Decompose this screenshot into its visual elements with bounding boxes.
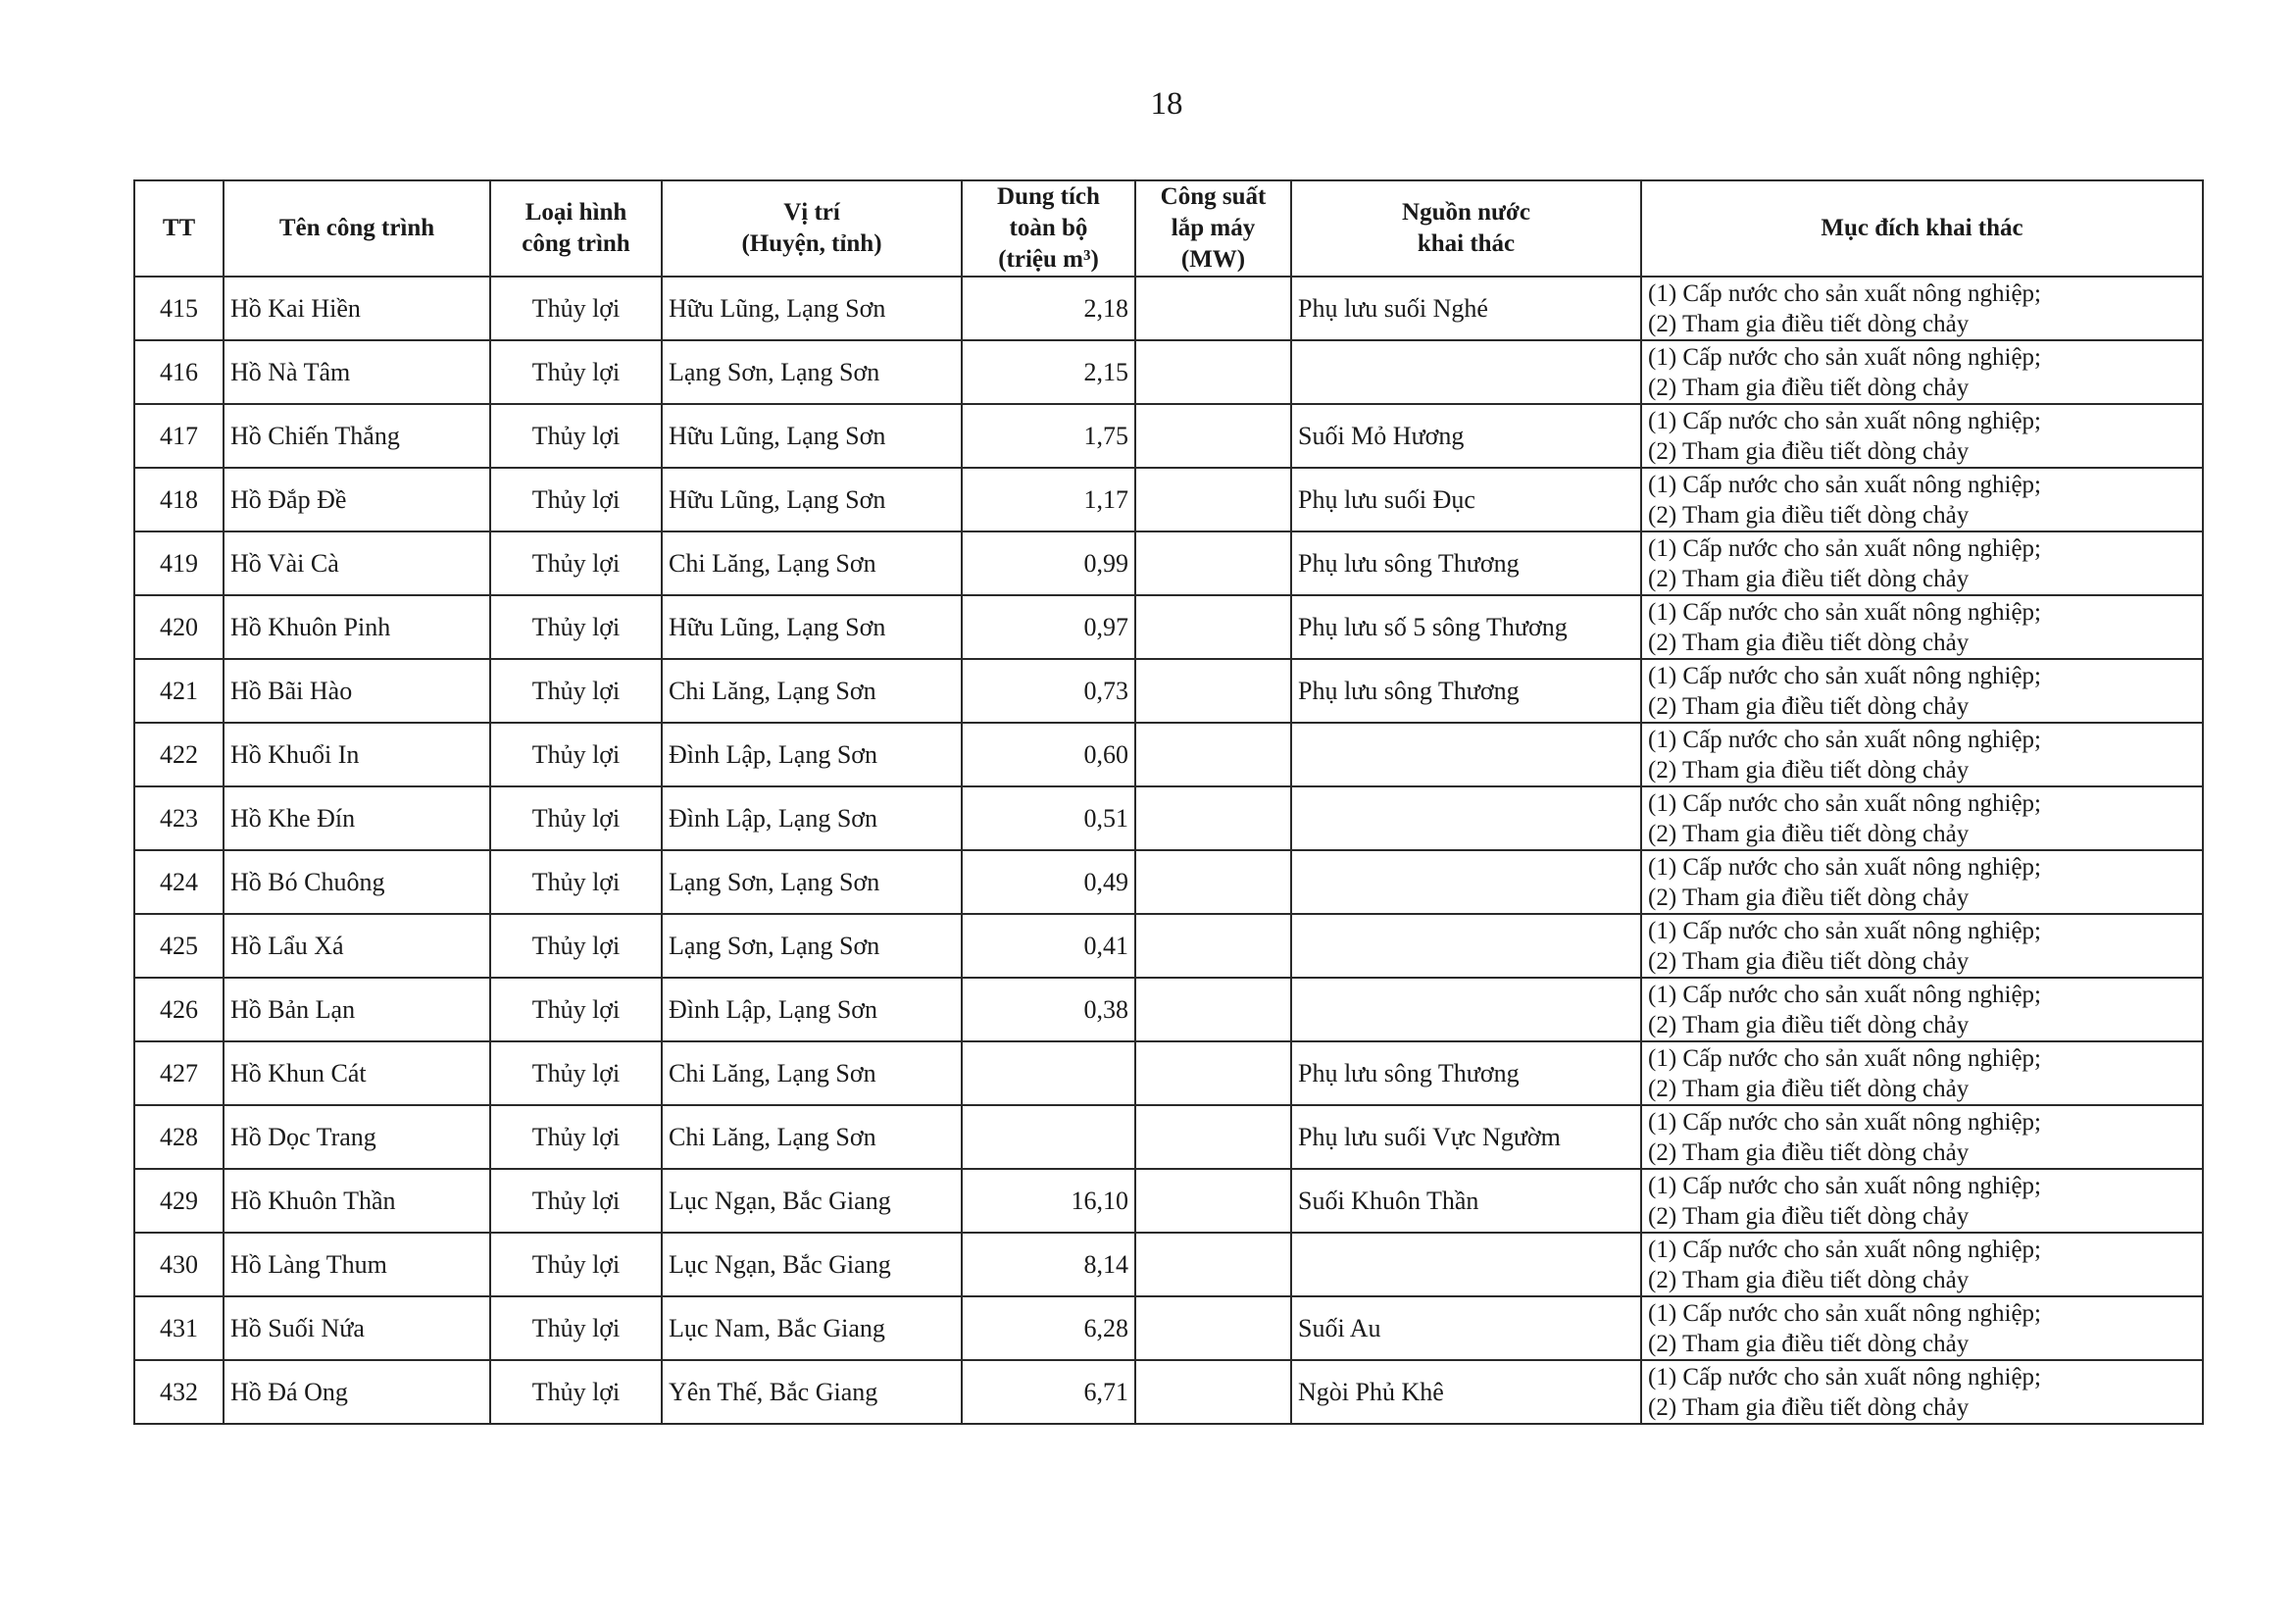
cell-power <box>1135 531 1291 595</box>
cell-location: Đình Lập, Lạng Sơn <box>662 786 962 850</box>
cell-source <box>1291 850 1641 914</box>
cell-name: Hồ Bản Lạn <box>224 978 490 1041</box>
cell-name: Hồ Suối Nứa <box>224 1296 490 1360</box>
purpose-line: (1) Cấp nước cho sản xuất nông nghiệp; <box>1648 471 2041 498</box>
cell-name: Hồ Khuổi In <box>224 723 490 786</box>
purpose-line: (1) Cấp nước cho sản xuất nông nghiệp; <box>1648 1299 2041 1327</box>
cell-purpose <box>1641 786 2203 850</box>
cell-purpose <box>1641 595 2203 659</box>
table-row <box>134 723 2203 786</box>
cell-purpose <box>1641 723 2203 786</box>
cell-source: Phụ lưu số 5 sông Thương <box>1291 595 1641 659</box>
purpose-line: (2) Tham gia điều tiết dòng chảy <box>1648 565 1970 592</box>
table-row <box>134 850 2203 914</box>
cell-purpose <box>1641 1296 2203 1360</box>
table-row <box>134 1041 2203 1105</box>
cell-name: Hồ Chiến Thắng <box>224 404 490 468</box>
cell-source: Phụ lưu sông Thương <box>1291 531 1641 595</box>
cell-type: Thủy lợi <box>490 340 662 404</box>
header-capacity <box>962 180 1135 277</box>
purpose-line: (1) Cấp nước cho sản xuất nông nghiệp; <box>1648 1108 2041 1136</box>
cell-name: Hồ Đắp Đề <box>224 468 490 531</box>
purpose-line: (1) Cấp nước cho sản xuất nông nghiệp; <box>1648 853 2041 881</box>
table-body <box>134 277 2203 1424</box>
header-location-line: Vị trí <box>783 199 840 226</box>
cell-tt: 424 <box>134 850 224 914</box>
cell-capacity: 0,38 <box>962 978 1135 1041</box>
purpose-line: (2) Tham gia điều tiết dòng chảy <box>1648 820 1970 847</box>
purpose-line: (1) Cấp nước cho sản xuất nông nghiệp; <box>1648 662 2041 689</box>
header-location <box>662 180 962 277</box>
header-power-line: lắp máy <box>1171 215 1256 241</box>
purpose-line: (2) Tham gia điều tiết dòng chảy <box>1648 437 1970 465</box>
header-capacity-line: toàn bộ <box>1009 215 1088 241</box>
cell-purpose <box>1641 531 2203 595</box>
cell-location: Chi Lăng, Lạng Sơn <box>662 1041 962 1105</box>
cell-name: Hồ Bãi Hào <box>224 659 490 723</box>
purpose-line: (2) Tham gia điều tiết dòng chảy <box>1648 310 1970 337</box>
cell-name: Hồ Nà Tâm <box>224 340 490 404</box>
cell-power <box>1135 1296 1291 1360</box>
cell-tt: 428 <box>134 1105 224 1169</box>
cell-source: Phụ lưu sông Thương <box>1291 1041 1641 1105</box>
cell-type: Thủy lợi <box>490 1169 662 1233</box>
table-row <box>134 404 2203 468</box>
purpose-line: (2) Tham gia điều tiết dòng chảy <box>1648 884 1970 911</box>
cell-tt: 427 <box>134 1041 224 1105</box>
cell-source: Ngòi Phủ Khê <box>1291 1360 1641 1424</box>
cell-power <box>1135 1169 1291 1233</box>
cell-location: Lạng Sơn, Lạng Sơn <box>662 340 962 404</box>
cell-purpose <box>1641 1105 2203 1169</box>
table-row <box>134 277 2203 340</box>
table-row <box>134 595 2203 659</box>
purpose-line: (2) Tham gia điều tiết dòng chảy <box>1648 374 1970 401</box>
cell-capacity: 2,18 <box>962 277 1135 340</box>
purpose-line: (2) Tham gia điều tiết dòng chảy <box>1648 692 1970 720</box>
table-row <box>134 786 2203 850</box>
cell-power <box>1135 659 1291 723</box>
cell-power <box>1135 786 1291 850</box>
cell-name: Hồ Lẩu Xá <box>224 914 490 978</box>
table-header <box>134 180 2203 277</box>
cell-capacity <box>962 1105 1135 1169</box>
header-tt: TT <box>134 180 224 277</box>
cell-type: Thủy lợi <box>490 1296 662 1360</box>
cell-tt: 421 <box>134 659 224 723</box>
purpose-line: (1) Cấp nước cho sản xuất nông nghiệp; <box>1648 279 2041 307</box>
cell-capacity: 2,15 <box>962 340 1135 404</box>
purpose-line: (2) Tham gia điều tiết dòng chảy <box>1648 1393 1970 1421</box>
cell-name: Hồ Khuôn Pinh <box>224 595 490 659</box>
cell-location: Yên Thế, Bắc Giang <box>662 1360 962 1424</box>
cell-tt: 425 <box>134 914 224 978</box>
cell-tt: 419 <box>134 531 224 595</box>
cell-location: Hữu Lũng, Lạng Sơn <box>662 595 962 659</box>
cell-capacity: 0,49 <box>962 850 1135 914</box>
cell-name: Hồ Làng Thum <box>224 1233 490 1296</box>
cell-type: Thủy lợi <box>490 531 662 595</box>
cell-power <box>1135 468 1291 531</box>
cell-location: Lạng Sơn, Lạng Sơn <box>662 914 962 978</box>
purpose-line: (1) Cấp nước cho sản xuất nông nghiệp; <box>1648 1363 2041 1390</box>
header-purpose: Mục đích khai thác <box>1641 180 2203 277</box>
cell-location: Chi Lăng, Lạng Sơn <box>662 1105 962 1169</box>
table-row <box>134 468 2203 531</box>
cell-purpose <box>1641 850 2203 914</box>
cell-type: Thủy lợi <box>490 723 662 786</box>
cell-source: Suối Au <box>1291 1296 1641 1360</box>
cell-location: Lục Ngạn, Bắc Giang <box>662 1169 962 1233</box>
cell-capacity: 1,17 <box>962 468 1135 531</box>
header-capacity-line: Dung tích <box>997 183 1100 210</box>
cell-type: Thủy lợi <box>490 850 662 914</box>
cell-purpose <box>1641 404 2203 468</box>
header-location-line: (Huyện, tỉnh) <box>741 230 882 257</box>
header-type-line: Loại hình <box>524 199 627 226</box>
purpose-line: (2) Tham gia điều tiết dòng chảy <box>1648 756 1970 784</box>
cell-power <box>1135 914 1291 978</box>
purpose-line: (1) Cấp nước cho sản xuất nông nghiệp; <box>1648 789 2041 817</box>
header-source-line: khai thác <box>1417 230 1516 257</box>
cell-source: Suối Khuôn Thần <box>1291 1169 1641 1233</box>
cell-location: Lục Ngạn, Bắc Giang <box>662 1233 962 1296</box>
cell-location: Chi Lăng, Lạng Sơn <box>662 531 962 595</box>
page-number: 18 <box>1150 86 1183 122</box>
header-capacity-line: (triệu m³) <box>998 246 1099 273</box>
cell-power <box>1135 723 1291 786</box>
purpose-line: (1) Cấp nước cho sản xuất nông nghiệp; <box>1648 407 2041 434</box>
header-source <box>1291 180 1641 277</box>
header-power-line: (MW) <box>1180 246 1246 273</box>
header-type <box>490 180 662 277</box>
cell-type: Thủy lợi <box>490 786 662 850</box>
purpose-line: (1) Cấp nước cho sản xuất nông nghiệp; <box>1648 1236 2041 1263</box>
cell-tt: 422 <box>134 723 224 786</box>
purpose-line: (1) Cấp nước cho sản xuất nông nghiệp; <box>1648 598 2041 626</box>
cell-source <box>1291 786 1641 850</box>
purpose-line: (2) Tham gia điều tiết dòng chảy <box>1648 1138 1970 1166</box>
cell-capacity: 0,99 <box>962 531 1135 595</box>
cell-purpose <box>1641 277 2203 340</box>
cell-type: Thủy lợi <box>490 404 662 468</box>
purpose-line: (2) Tham gia điều tiết dòng chảy <box>1648 947 1970 975</box>
cell-capacity: 0,60 <box>962 723 1135 786</box>
cell-tt: 431 <box>134 1296 224 1360</box>
cell-power <box>1135 1360 1291 1424</box>
cell-tt: 429 <box>134 1169 224 1233</box>
cell-source <box>1291 914 1641 978</box>
cell-name: Hồ Dọc Trang <box>224 1105 490 1169</box>
purpose-line: (2) Tham gia điều tiết dòng chảy <box>1648 1330 1970 1357</box>
table-row <box>134 1169 2203 1233</box>
cell-name: Hồ Khe Đín <box>224 786 490 850</box>
cell-source: Suối Mỏ Hương <box>1291 404 1641 468</box>
cell-source: Phụ lưu suối Vực Ngườm <box>1291 1105 1641 1169</box>
purpose-line: (1) Cấp nước cho sản xuất nông nghiệp; <box>1648 534 2041 562</box>
cell-capacity: 16,10 <box>962 1169 1135 1233</box>
cell-name: Hồ Vài Cà <box>224 531 490 595</box>
purpose-line: (1) Cấp nước cho sản xuất nông nghiệp; <box>1648 1044 2041 1072</box>
cell-capacity: 0,73 <box>962 659 1135 723</box>
cell-type: Thủy lợi <box>490 277 662 340</box>
cell-capacity: 0,41 <box>962 914 1135 978</box>
purpose-line: (2) Tham gia điều tiết dòng chảy <box>1648 501 1970 529</box>
purpose-line: (1) Cấp nước cho sản xuất nông nghiệp; <box>1648 726 2041 753</box>
cell-source: Phụ lưu suối Nghé <box>1291 277 1641 340</box>
cell-purpose <box>1641 978 2203 1041</box>
cell-tt: 417 <box>134 404 224 468</box>
cell-name: Hồ Khun Cát <box>224 1041 490 1105</box>
cell-purpose <box>1641 1041 2203 1105</box>
table-row <box>134 1296 2203 1360</box>
purpose-line: (1) Cấp nước cho sản xuất nông nghiệp; <box>1648 1172 2041 1199</box>
cell-purpose <box>1641 468 2203 531</box>
cell-purpose <box>1641 340 2203 404</box>
cell-source <box>1291 978 1641 1041</box>
cell-location: Lục Nam, Bắc Giang <box>662 1296 962 1360</box>
cell-location: Đình Lập, Lạng Sơn <box>662 978 962 1041</box>
cell-capacity: 6,28 <box>962 1296 1135 1360</box>
purpose-line: (1) Cấp nước cho sản xuất nông nghiệp; <box>1648 981 2041 1008</box>
cell-name: Hồ Đá Ong <box>224 1360 490 1424</box>
cell-capacity: 1,75 <box>962 404 1135 468</box>
cell-capacity: 0,51 <box>962 786 1135 850</box>
cell-type: Thủy lợi <box>490 1105 662 1169</box>
cell-type: Thủy lợi <box>490 468 662 531</box>
cell-source: Phụ lưu sông Thương <box>1291 659 1641 723</box>
purpose-line: (2) Tham gia điều tiết dòng chảy <box>1648 1075 1970 1102</box>
cell-capacity: 0,97 <box>962 595 1135 659</box>
cell-location: Hữu Lũng, Lạng Sơn <box>662 404 962 468</box>
cell-location: Lạng Sơn, Lạng Sơn <box>662 850 962 914</box>
purpose-line: (2) Tham gia điều tiết dòng chảy <box>1648 629 1970 656</box>
table-row <box>134 1360 2203 1424</box>
table-row <box>134 340 2203 404</box>
purpose-line: (2) Tham gia điều tiết dòng chảy <box>1648 1202 1970 1230</box>
cell-power <box>1135 1041 1291 1105</box>
cell-capacity: 6,71 <box>962 1360 1135 1424</box>
cell-power <box>1135 340 1291 404</box>
table-row <box>134 914 2203 978</box>
cell-location: Hữu Lũng, Lạng Sơn <box>662 468 962 531</box>
header-power <box>1135 180 1291 277</box>
cell-tt: 415 <box>134 277 224 340</box>
cell-location: Chi Lăng, Lạng Sơn <box>662 659 962 723</box>
table-row <box>134 978 2203 1041</box>
cell-source <box>1291 723 1641 786</box>
cell-location: Hữu Lũng, Lạng Sơn <box>662 277 962 340</box>
cell-power <box>1135 978 1291 1041</box>
cell-capacity <box>962 1041 1135 1105</box>
cell-power <box>1135 595 1291 659</box>
cell-tt: 416 <box>134 340 224 404</box>
purpose-line: (2) Tham gia điều tiết dòng chảy <box>1648 1011 1970 1038</box>
cell-source: Phụ lưu suối Đục <box>1291 468 1641 531</box>
cell-power <box>1135 1105 1291 1169</box>
cell-type: Thủy lợi <box>490 914 662 978</box>
purpose-line: (2) Tham gia điều tiết dòng chảy <box>1648 1266 1970 1293</box>
cell-source <box>1291 340 1641 404</box>
cell-type: Thủy lợi <box>490 1233 662 1296</box>
cell-tt: 420 <box>134 595 224 659</box>
cell-name: Hồ Khuôn Thần <box>224 1169 490 1233</box>
cell-tt: 430 <box>134 1233 224 1296</box>
cell-type: Thủy lợi <box>490 595 662 659</box>
cell-power <box>1135 1233 1291 1296</box>
cell-purpose <box>1641 914 2203 978</box>
cell-power <box>1135 850 1291 914</box>
cell-tt: 432 <box>134 1360 224 1424</box>
reservoir-table <box>133 179 2204 1425</box>
table-row <box>134 1105 2203 1169</box>
purpose-line: (1) Cấp nước cho sản xuất nông nghiệp; <box>1648 343 2041 371</box>
cell-location: Đình Lập, Lạng Sơn <box>662 723 962 786</box>
cell-name: Hồ Kai Hiền <box>224 277 490 340</box>
cell-purpose <box>1641 1360 2203 1424</box>
cell-capacity: 8,14 <box>962 1233 1135 1296</box>
table-row <box>134 659 2203 723</box>
cell-name: Hồ Bó Chuông <box>224 850 490 914</box>
cell-tt: 426 <box>134 978 224 1041</box>
header-source-line: Nguồn nước <box>1402 199 1530 226</box>
table-row <box>134 1233 2203 1296</box>
cell-purpose <box>1641 1233 2203 1296</box>
cell-purpose <box>1641 1169 2203 1233</box>
table-row <box>134 531 2203 595</box>
header-power-line: Công suất <box>1160 183 1267 210</box>
cell-power <box>1135 277 1291 340</box>
cell-tt: 423 <box>134 786 224 850</box>
purpose-line: (1) Cấp nước cho sản xuất nông nghiệp; <box>1648 917 2041 944</box>
header-name: Tên công trình <box>224 180 490 277</box>
header-type-line: công trình <box>522 230 630 257</box>
cell-power <box>1135 404 1291 468</box>
cell-type: Thủy lợi <box>490 1360 662 1424</box>
cell-source <box>1291 1233 1641 1296</box>
cell-type: Thủy lợi <box>490 659 662 723</box>
cell-type: Thủy lợi <box>490 978 662 1041</box>
cell-tt: 418 <box>134 468 224 531</box>
cell-purpose <box>1641 659 2203 723</box>
cell-type: Thủy lợi <box>490 1041 662 1105</box>
